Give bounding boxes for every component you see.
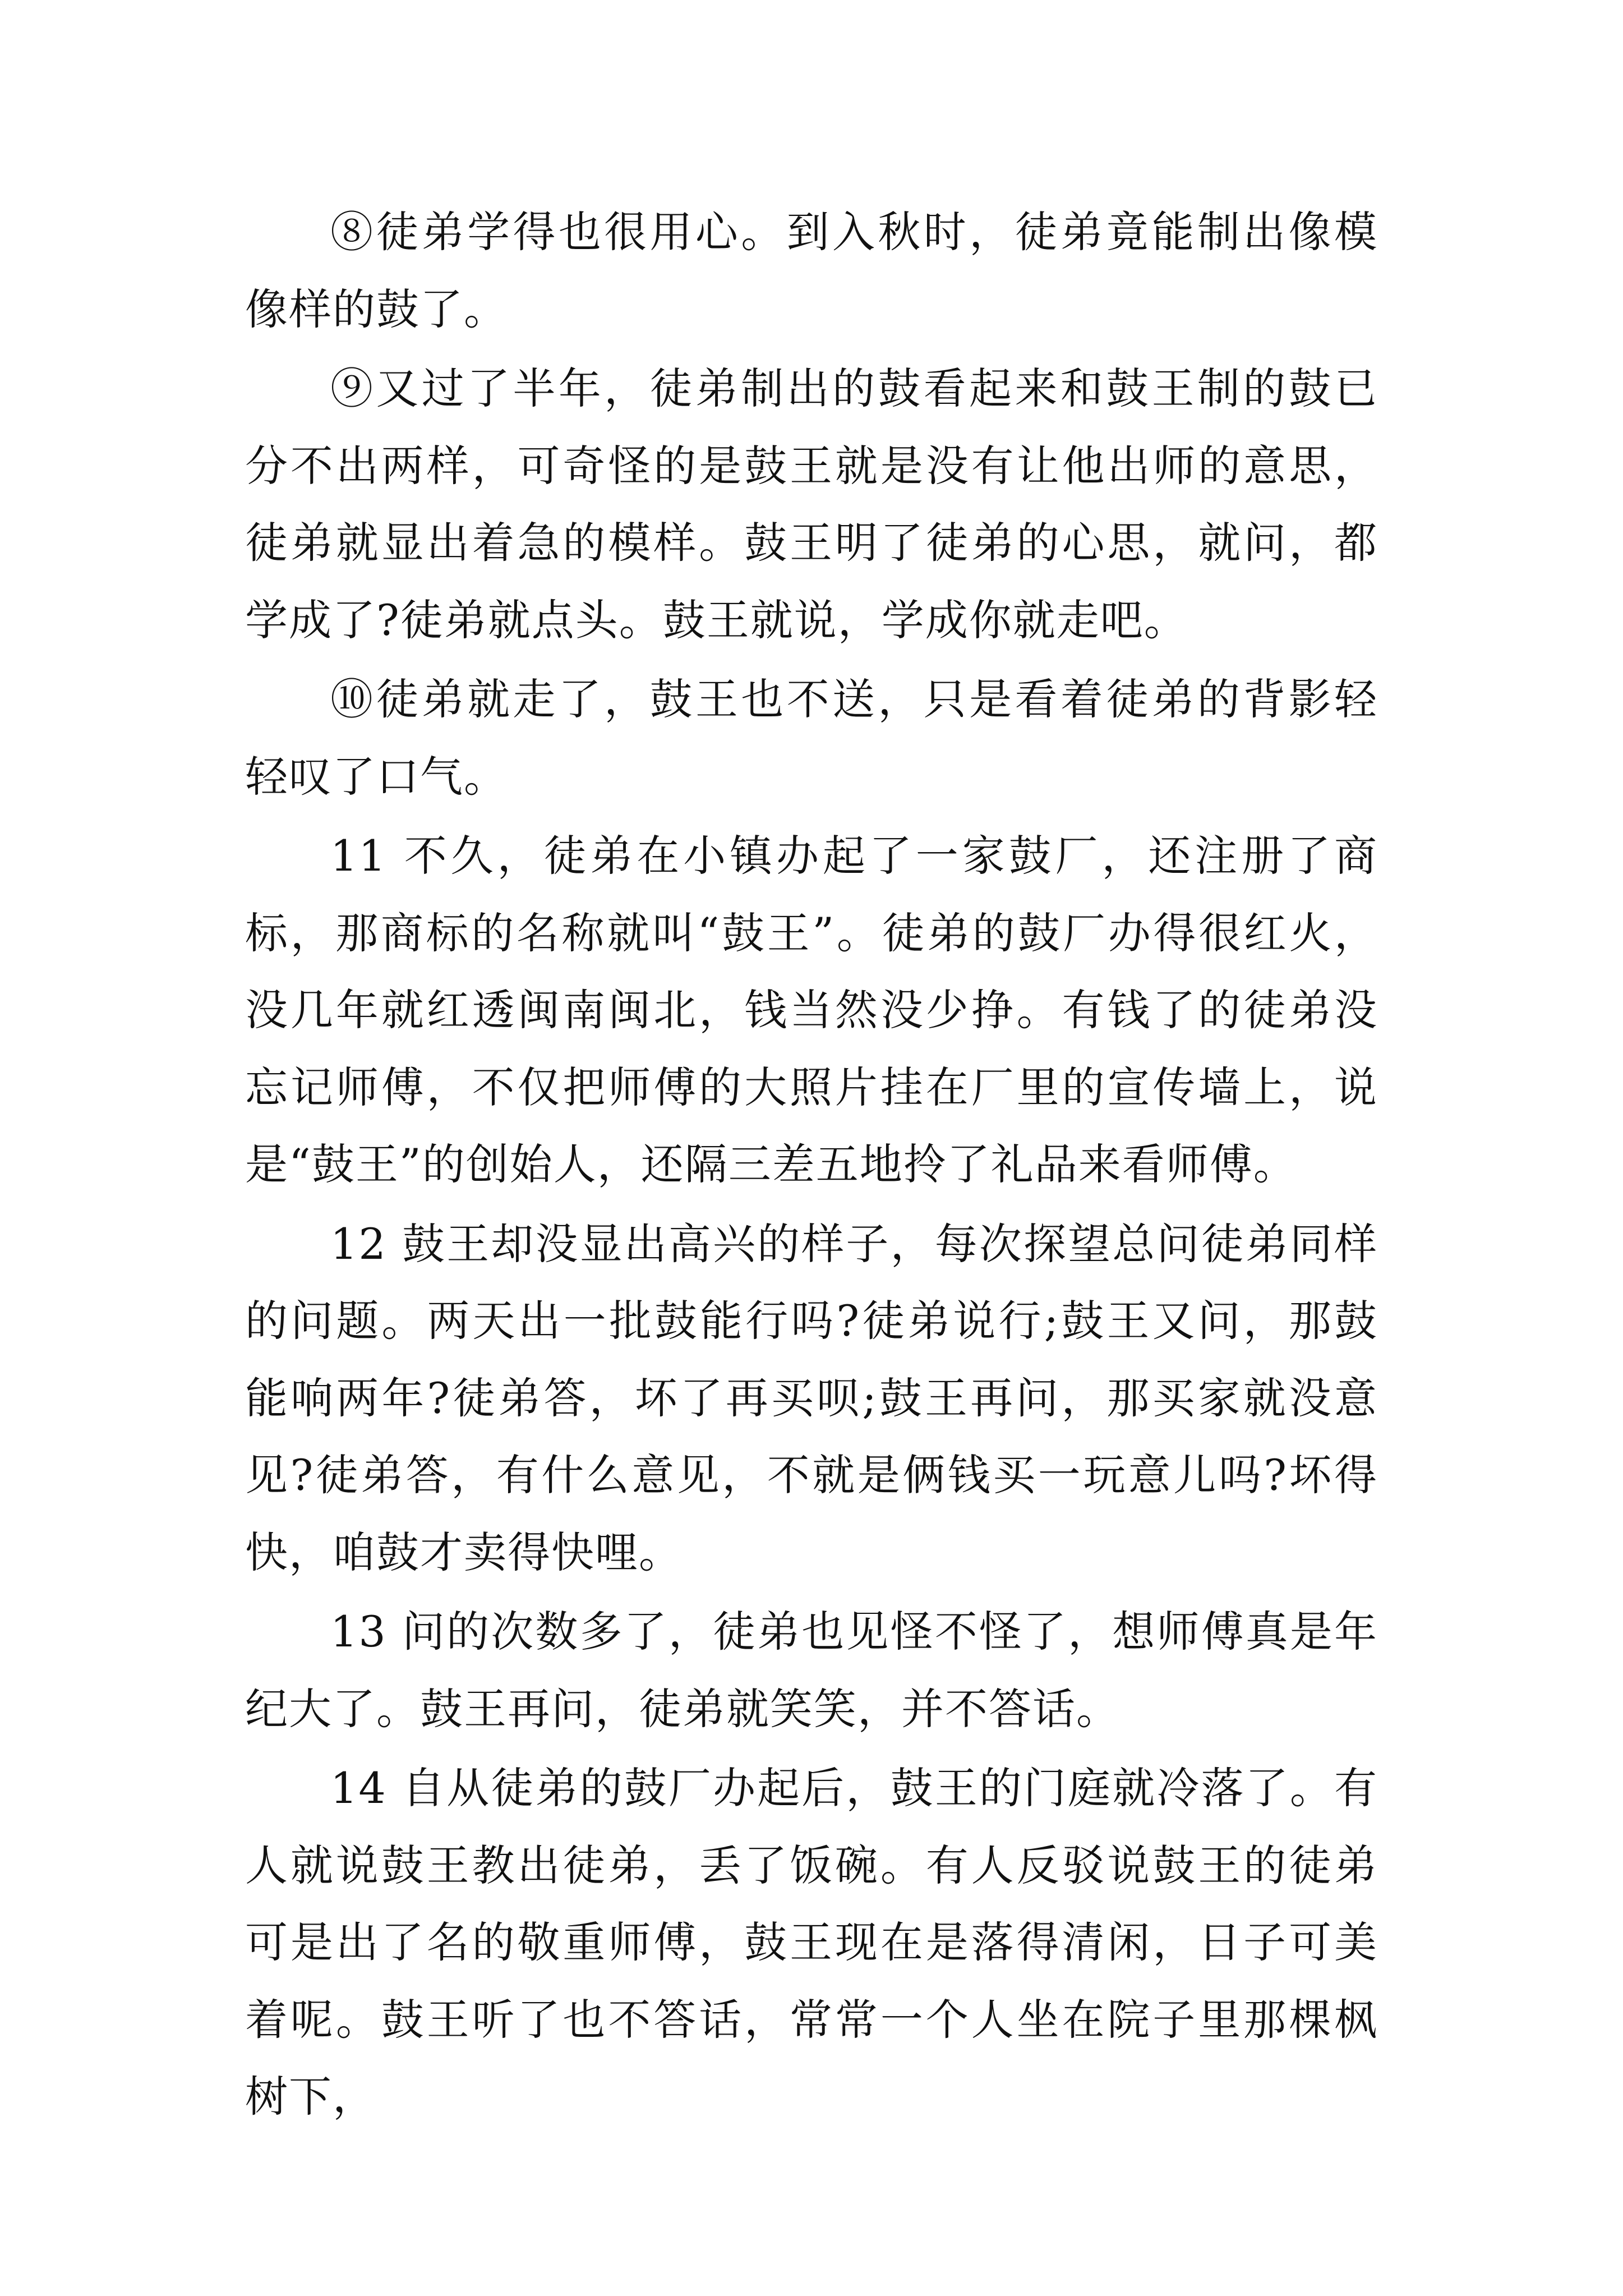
paragraph-8: ⑧徒弟学得也很用心。到入秋时，徒弟竟能制出像模像样的鼓了。 bbox=[245, 207, 1378, 334]
paragraph-14: 14 自从徒弟的鼓厂办起后，鼓王的门庭就冷落了。有人就说鼓王教出徒弟，丢了饭碗。有人反驳说鼓王的徒弟可是出了名的敬重师傅，鼓王现在是落得清闲，日子可美着呢。鼓王听了也不答话，常常一个人坐在院子里那棵枫树下， bbox=[245, 1763, 1378, 2122]
paragraph-11: 11 不久，徒弟在小镇办起了一家鼓厂，还注册了商标，那商标的名称就叫“鼓王”。徒弟的鼓厂办得很红火，没几年就红透闽南闽北，钱当然没少挣。有钱了的徒弟没忘记师傅，不仅把师傅的大照片挂在厂里的宣传墙上，说是“鼓王”的创始人，还隔三差五地拎了礼品来看师傅。 bbox=[245, 831, 1378, 1189]
paragraph-10: ⑩徒弟就走了，鼓王也不送，只是看着徒弟的背影轻轻叹了口气。 bbox=[245, 674, 1378, 802]
paragraph-13: 13 问的次数多了，徒弟也见怪不怪了，想师傅真是年纪大了。鼓王再问，徒弟就笑笑，并不答话。 bbox=[245, 1607, 1378, 1734]
paragraph-12: 12 鼓王却没显出高兴的样子，每次探望总问徒弟同样的问题。两天出一批鼓能行吗?徒弟说行;鼓王又问，那鼓能响两年?徒弟答，坏了再买呗;鼓王再问，那买家就没意见?徒弟答，有什么意见，不就是俩钱买一玩意儿吗?坏得快，咱鼓才卖得快哩。 bbox=[245, 1218, 1378, 1577]
document-body bbox=[245, 194, 1378, 2138]
paragraph-9: ⑨又过了半年，徒弟制出的鼓看起来和鼓王制的鼓已分不出两样，可奇怪的是鼓王就是没有让他出师的意思，徒弟就显出着急的模样。鼓王明了徒弟的心思，就问，都学成了?徒弟就点头。鼓王就说，学成你就走吧。 bbox=[245, 364, 1378, 645]
